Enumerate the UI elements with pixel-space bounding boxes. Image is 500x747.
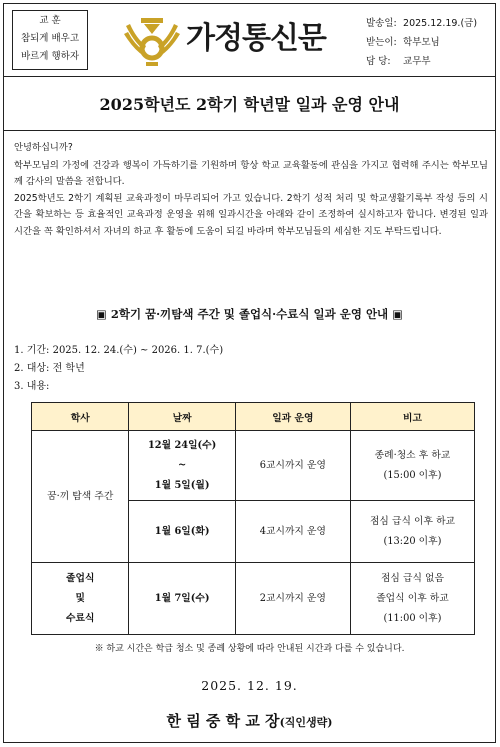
note-cell bbox=[350, 431, 474, 501]
header-date: 날짜 bbox=[129, 403, 235, 431]
recipient-value: 학부모님 bbox=[403, 37, 440, 48]
header bbox=[4, 4, 495, 77]
recipient-row bbox=[366, 33, 477, 52]
date-cell: 1월 7일(수) bbox=[129, 563, 235, 635]
paragraph-1: 학부모님의 가정에 건강과 행복이 가득하기를 기원하며 항상 학교 교육활동에 관심을 가지고 협력해 주시는 학부모님께 감사의 말씀을 전합니다. bbox=[14, 159, 488, 187]
recipient-label: 받는이: bbox=[366, 37, 397, 48]
target-item: 2. 대상: 전 학년 bbox=[14, 363, 85, 374]
greeting: 안녕하십니까? bbox=[14, 142, 73, 153]
signature-suffix: (직인생략) bbox=[279, 716, 333, 729]
notice-page bbox=[3, 3, 496, 743]
note-cell bbox=[350, 501, 474, 563]
date-line: 1월 5일(월) bbox=[154, 479, 210, 491]
note-line: 점심 급식 없음 bbox=[380, 572, 444, 584]
letter-body bbox=[14, 140, 488, 240]
note-line: (15:00 이후) bbox=[383, 469, 442, 481]
table-header-row bbox=[32, 403, 475, 431]
signature-name: 한 림 중 학 교 장 bbox=[166, 712, 280, 730]
schedule-cell: 6교시까지 운영 bbox=[235, 431, 350, 501]
date-cell bbox=[129, 431, 235, 501]
send-date-label: 발송일: bbox=[366, 18, 397, 29]
motto-line-2: 바르게 행하자 bbox=[20, 51, 80, 62]
send-date-value: 2025.12.19.(금) bbox=[403, 18, 478, 29]
header-schedule: 일과 운영 bbox=[235, 403, 350, 431]
header-event: 학사 bbox=[32, 403, 129, 431]
content-item: 3. 내용: bbox=[14, 381, 50, 392]
date-cell: 1월 6일(화) bbox=[129, 501, 235, 563]
page-title: 2025학년도 2학기 학년말 일과 운영 안내 bbox=[99, 95, 400, 114]
motto-line-1: 참되게 배우고 bbox=[20, 33, 80, 44]
date-line: 12월 24일(수) bbox=[147, 439, 217, 451]
event-line: 수료식 bbox=[66, 612, 95, 624]
event-line: 및 bbox=[75, 592, 85, 604]
detail-list bbox=[14, 342, 223, 396]
title-row bbox=[4, 76, 495, 131]
table-row bbox=[32, 431, 475, 501]
note-line: (13:20 이후) bbox=[383, 535, 442, 547]
event-cell: 꿈·끼 탐색 주간 bbox=[32, 431, 129, 563]
issue-date: 2025. 12. 19. bbox=[201, 678, 298, 693]
motto-title: 교 훈 bbox=[39, 15, 61, 26]
notice-meta bbox=[366, 14, 477, 71]
school-motto-box bbox=[12, 10, 88, 70]
contact-label: 담 당: bbox=[366, 56, 391, 67]
schedule-cell: 4교시까지 운영 bbox=[235, 501, 350, 563]
note-cell bbox=[350, 563, 474, 635]
newsletter-logo bbox=[122, 12, 344, 68]
school-emblem-icon bbox=[122, 12, 182, 68]
period-item: 1. 기간: 2025. 12. 24.(수) ~ 2026. 1. 7.(수) bbox=[14, 345, 224, 356]
note-line: 종례·청소 후 하교 bbox=[374, 449, 451, 461]
paragraph-2: 2025학년도 2학기 계획된 교육과정이 마무리되어 가고 있습니다. 2학기 성적 처리 및 학교생활기록부 작성 등의 시간을 확보하는 등 효율적인 교육과정 운영을 위해 일과시간을 아래와 같이 조정하여 실시하고자 합니다. 변경된 일과시간을 꼭 확인하셔서 자녀의 하교 후 활동에 도움이 되길 바라며 학부모님들의 세심한 지도 부탁드립니다. bbox=[14, 192, 488, 237]
logo-text: 가정통신문 bbox=[186, 21, 326, 56]
schedule-cell: 2교시까지 운영 bbox=[235, 563, 350, 635]
contact-row bbox=[366, 52, 477, 71]
note-line: 졸업식 이후 하교 bbox=[376, 592, 449, 604]
note-line: (11:00 이후) bbox=[383, 612, 442, 624]
schedule-table bbox=[31, 402, 475, 635]
note-line: 점심 급식 이후 하교 bbox=[369, 515, 455, 527]
section-title: ▣ 2학기 꿈·끼탐색 주간 및 졸업식·수료식 일과 운영 안내 ▣ bbox=[95, 307, 404, 321]
event-line: 졸업식 bbox=[66, 572, 95, 584]
event-cell bbox=[32, 563, 129, 635]
header-note: 비고 bbox=[350, 403, 474, 431]
contact-value: 교무부 bbox=[403, 56, 431, 67]
footnote: ※ 하교 시간은 학급 청소 및 종례 상황에 따라 안내된 시간과 다를 수 있습니다. bbox=[94, 644, 405, 654]
table-row bbox=[32, 563, 475, 635]
send-date-row bbox=[366, 14, 477, 33]
signature bbox=[4, 710, 495, 731]
date-line: ~ bbox=[178, 459, 187, 471]
